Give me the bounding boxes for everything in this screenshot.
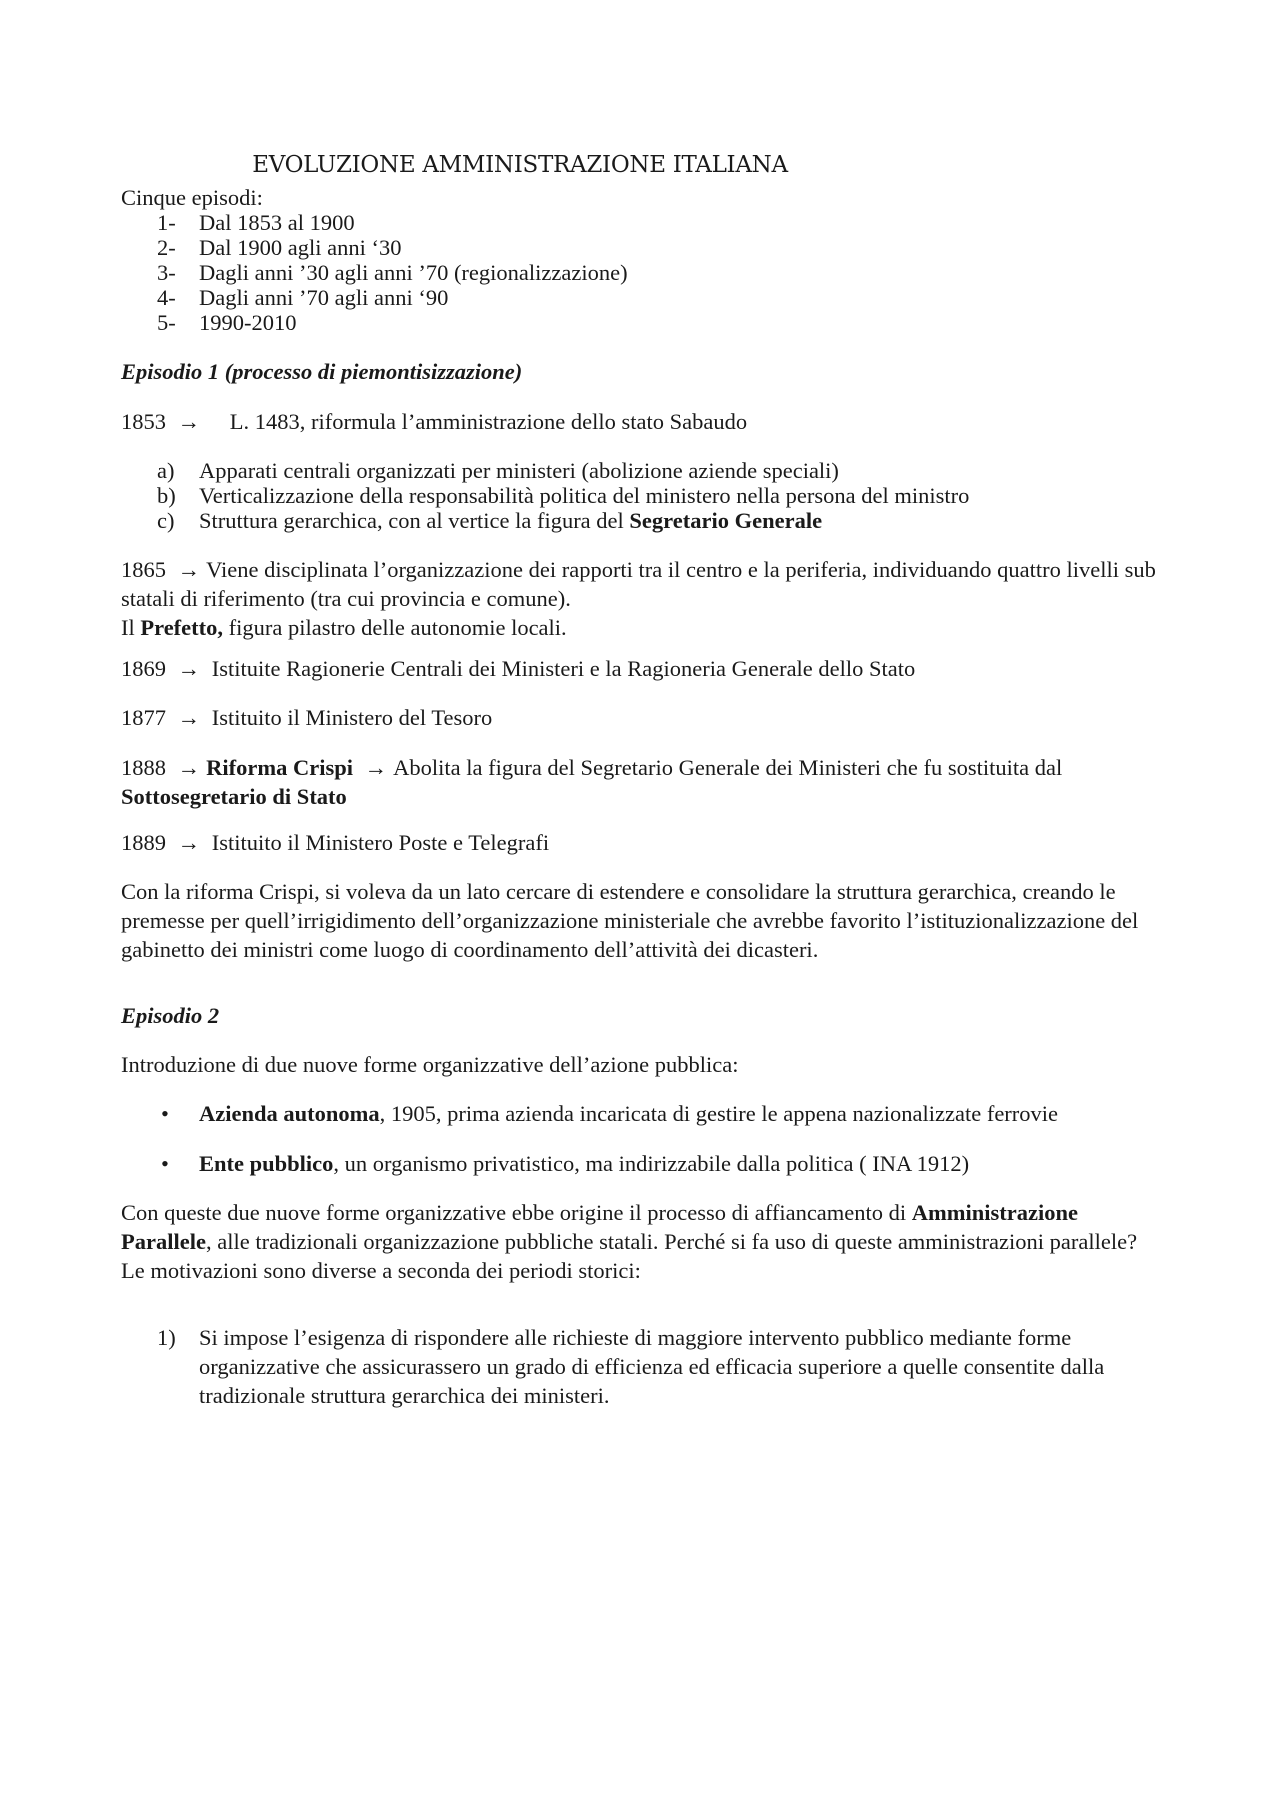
list-number: 4-	[157, 285, 176, 310]
entry-text: Istituite Ragionerie Centrali dei Ministeri e la Ragioneria Generale dello Stato	[211, 656, 916, 681]
page-title: EVOLUZIONE AMMINISTRAZIONE ITALIANA	[252, 152, 788, 178]
entry-text: Il	[121, 615, 135, 640]
bold-term: Segretario Generale	[629, 508, 823, 533]
bold-term: Ente pubblico	[199, 1151, 334, 1176]
year: 1889	[121, 830, 166, 855]
arrow-icon: →	[177, 656, 201, 681]
list-number: 5-	[157, 310, 176, 335]
intro-label: Cinque episodi:	[121, 185, 263, 210]
list-text: Struttura gerarchica, con al vertice la figura del Segretario Generale	[199, 508, 823, 533]
timeline-entry-1869	[121, 654, 915, 683]
list-letter: c)	[157, 508, 175, 533]
list-text: Dagli anni ’30 agli anni ’70 (regionalizzazione)	[199, 260, 628, 285]
list-text: Apparati centrali organizzati per ministeri (abolizione aziende speciali)	[199, 458, 839, 483]
bullet-icon: •	[161, 1151, 169, 1176]
bold-term: Riforma Crispi	[206, 755, 353, 780]
entry-text: L. 1483, riformula l’amministrazione dello stato Sabaudo	[229, 409, 748, 434]
year: 1877	[121, 705, 166, 730]
entry-text: Istituito il Ministero Poste e Telegrafi	[211, 830, 550, 855]
timeline-entry-1865	[121, 555, 1161, 642]
year: 1853	[121, 409, 166, 434]
entry-text: figura pilastro delle autonomie locali.	[228, 615, 567, 640]
year: 1869	[121, 656, 166, 681]
timeline-entry-1853	[121, 407, 747, 436]
arrow-icon: →	[177, 705, 201, 730]
year: 1865	[121, 557, 166, 582]
list-number: 3-	[157, 260, 176, 285]
timeline-entry-1877	[121, 703, 492, 732]
list-text: Si impose l’esigenza di rispondere alle richieste di maggiore intervento pubblico mediante forme organizzative che assicurassero un grado di efficienza ed efficacia superiore a quelle consentite dalla tradizionale struttura gerarchica dei ministeri.	[199, 1325, 1105, 1408]
section-heading-episodio-1: Episodio 1 (processo di piemontisizzazione)	[121, 359, 523, 384]
list-number: 1)	[157, 1325, 176, 1350]
timeline-entry-1889	[121, 828, 549, 857]
list-text: Ente pubblico, un organismo privatistico, ma indirizzabile dalla politica ( INA 1912)	[199, 1151, 970, 1176]
entry-text: Abolita la figura del Segretario Generale dei Ministeri che fu sostituita dal	[393, 755, 1063, 780]
paragraph-amministrazione-parallele: Con queste due nuove forme organizzative ebbe origine il processo di affiancamento di Amministrazione Parallele, alle tradizionali organizzazione pubbliche statali. Perché si fa uso di queste amministrazioni parallele? Le motivazioni sono diverse a seconda dei periodi storici:	[121, 1200, 1138, 1283]
entry-text: Istituito il Ministero del Tesoro	[211, 705, 493, 730]
arrow-icon: →	[177, 409, 201, 434]
list-number: 1-	[157, 210, 176, 235]
paragraph-crispi: Con la riforma Crispi, si voleva da un lato cercare di estendere e consolidare la struttura gerarchica, creando le premesse per quell’irrigidimento dell’organizzazione ministeriale che avrebbe favorito l’istituzionalizzazione del gabinetto dei ministri come luogo di coordinamento dell’attività dei dicasteri.	[121, 879, 1139, 962]
timeline-entry-1888	[121, 753, 1161, 811]
entry-text: Viene disciplinata l’organizzazione dei rapporti tra il centro e la periferia, individuando quattro livelli sub statali di riferimento (tra cui provincia e comune).	[121, 557, 1156, 611]
section-heading-episodio-2: Episodio 2	[121, 1003, 220, 1028]
bold-term: Prefetto,	[140, 615, 224, 640]
bold-term: Sottosegretario di Stato	[121, 784, 347, 809]
arrow-icon: →	[364, 755, 388, 780]
list-letter: b)	[157, 483, 176, 508]
list-number: 2-	[157, 235, 176, 260]
arrow-icon: →	[177, 830, 201, 855]
list-letter: a)	[157, 458, 175, 483]
paragraph-question: Perché si fa uso di queste amministrazioni parallele? Le motivazioni sono diverse a seconda dei periodi storici:	[121, 1229, 1138, 1283]
list-text: Verticalizzazione della responsabilità politica del ministero nella persona del ministro	[199, 483, 970, 508]
bold-term: Amministrazione Parallele	[121, 1200, 1079, 1254]
list-text: 1990-2010	[199, 310, 297, 335]
arrow-icon: →	[177, 755, 201, 780]
paragraph-intro: Introduzione di due nuove forme organizzative dell’azione pubblica:	[121, 1052, 739, 1077]
list-text: Dal 1853 al 1900	[199, 210, 355, 235]
year: 1888	[121, 755, 166, 780]
bullet-icon: •	[161, 1101, 169, 1126]
list-text: Azienda autonoma, 1905, prima azienda incaricata di gestire le appena nazionalizzate ferrovie	[199, 1101, 1059, 1126]
arrow-icon: →	[177, 557, 201, 582]
bold-term: Azienda autonoma	[199, 1101, 380, 1126]
list-text: Dal 1900 agli anni ‘30	[199, 235, 402, 260]
list-text: Dagli anni ’70 agli anni ‘90	[199, 285, 449, 310]
